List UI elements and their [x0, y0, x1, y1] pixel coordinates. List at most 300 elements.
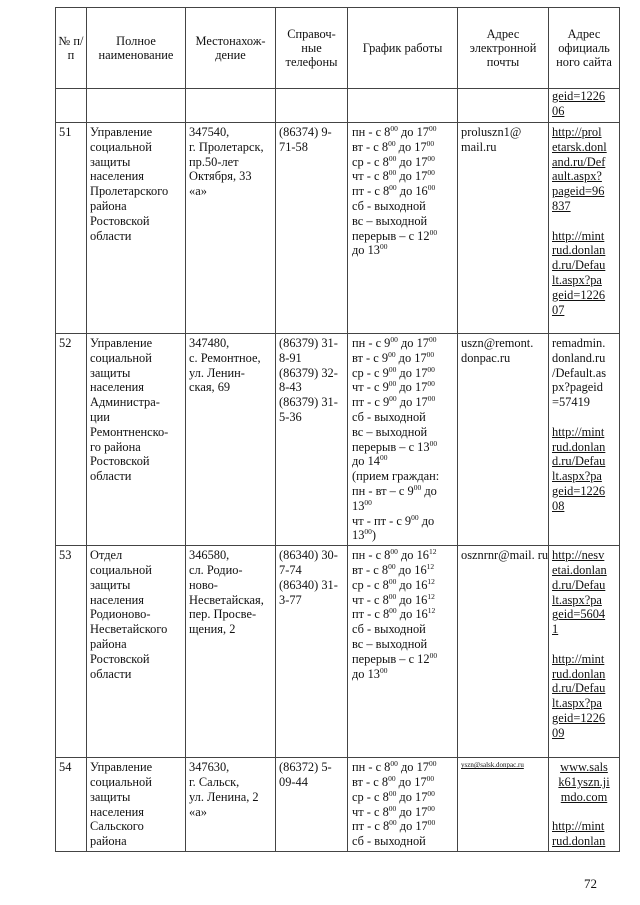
time-minutes: 00 — [390, 335, 398, 344]
time-minutes: 00 — [388, 788, 397, 798]
schedule-text: 13 — [352, 498, 365, 513]
schedule-text: до 17 — [396, 819, 428, 834]
site-link-line[interactable]: lt.aspx?pa — [552, 469, 602, 484]
schedule-line — [352, 366, 454, 381]
org-name — [87, 334, 186, 546]
site-link-line[interactable]: http://nesv — [552, 548, 605, 563]
cell-line: (86340) 30- — [279, 548, 338, 563]
cell-line: населения — [90, 380, 144, 395]
time-minutes: 00 — [380, 453, 388, 463]
row-number: 51 — [56, 123, 87, 334]
schedule-text: до 17 — [396, 365, 428, 380]
time-minutes: 00 — [364, 527, 372, 537]
site-link-line[interactable]: geid=1226 — [552, 710, 606, 725]
cell-line: области — [90, 666, 132, 681]
site-link-line[interactable]: etai.donlan — [552, 562, 607, 577]
continued-row — [56, 89, 620, 123]
header-email: Адрес электронной почты — [458, 8, 549, 89]
cell-line: Пролетарского — [90, 184, 169, 199]
schedule-line — [352, 440, 454, 455]
time-minutes: 00 — [427, 818, 436, 828]
location — [186, 334, 276, 546]
site-link-line[interactable]: lt.aspx?pa — [552, 272, 602, 287]
schedule-text: до 16 — [396, 577, 428, 592]
schedule-text: до 16 — [396, 607, 428, 622]
time-minutes: 00 — [388, 138, 396, 148]
website — [549, 546, 620, 758]
time-minutes: 00 — [427, 183, 436, 193]
schedule-text: сб - выходной — [352, 409, 426, 424]
cell-line: 347480, — [189, 336, 230, 350]
schedule — [348, 758, 458, 852]
time-minutes: 00 — [380, 665, 388, 675]
schedule-text: вт - с 8 — [352, 774, 389, 789]
schedule-text: до — [421, 483, 437, 498]
schedule-text: сб - выходной — [352, 198, 426, 213]
site-link-line[interactable]: rud.donlan — [552, 243, 606, 258]
cell-line: щения, 2 — [189, 622, 236, 637]
schedule-line — [352, 169, 454, 184]
cell-line: г. Сальск, — [189, 774, 240, 789]
cell-line: населения — [90, 804, 144, 819]
schedule-text: пн - с 8 — [352, 548, 391, 563]
schedule-text: перерыв – с 12 — [352, 228, 430, 243]
time-minutes: 00 — [380, 242, 388, 252]
schedule — [348, 123, 458, 334]
site-link-line[interactable]: d.ru/Defau — [552, 258, 606, 273]
cell-line[interactable]: px?pageid — [552, 380, 603, 395]
schedule-text: пн - с 9 — [352, 336, 391, 350]
cell-line: го района — [90, 439, 141, 454]
schedule-text: до 14 — [352, 454, 380, 469]
org-name — [87, 758, 186, 852]
cell-line: 5-36 — [279, 409, 302, 424]
schedule-text: до 17 — [397, 125, 429, 139]
site-link-line[interactable]: 08 — [552, 498, 565, 513]
org-name — [87, 123, 186, 334]
cell-line: Октября, 33 — [189, 169, 252, 184]
site-link-line[interactable]: 09 — [552, 725, 565, 740]
schedule-text: до 17 — [396, 380, 428, 395]
schedule-text: пт - с 8 — [352, 184, 390, 199]
schedule-line — [352, 484, 454, 499]
phones — [276, 758, 348, 852]
cell-line: социальной — [90, 774, 152, 789]
schedule-text: вт - с 8 — [352, 562, 389, 577]
cell-line: 7-74 — [279, 562, 302, 577]
schedule-text: перерыв – с 13 — [352, 439, 430, 454]
cell-line: района — [90, 834, 127, 849]
schedule-line — [352, 140, 454, 155]
cell-line: 8-43 — [279, 380, 302, 395]
email — [458, 123, 549, 334]
time-minutes: 00 — [389, 818, 397, 828]
schedule-text: вт - с 9 — [352, 350, 389, 365]
header-num: № п/п — [56, 8, 87, 89]
table-row — [56, 758, 620, 852]
site-link-line[interactable]: 1 — [552, 622, 559, 637]
schedule-text: до 16 — [397, 548, 429, 563]
site-link-line[interactable]: www.sals — [560, 760, 608, 775]
schedule-line — [352, 351, 454, 366]
schedule-line — [352, 410, 454, 425]
cell-line: Сальского — [90, 819, 144, 834]
location — [186, 758, 276, 852]
schedule-text: чт - с 8 — [352, 592, 389, 607]
schedule-line — [352, 667, 454, 682]
cell-line: пр.50-лет — [189, 154, 239, 169]
schedule-line — [352, 607, 454, 622]
site-link-line[interactable]: mdo.com — [560, 789, 608, 804]
time-minutes: 00 — [427, 394, 436, 404]
time-minutes: 00 — [390, 547, 398, 557]
cell-line: (86379) 32- — [279, 365, 338, 380]
schedule-text: чт - с 9 — [352, 380, 389, 395]
site-link-line[interactable]: http://prol — [552, 125, 602, 139]
time-minutes: 00 — [388, 349, 396, 359]
schedule-line — [352, 380, 454, 395]
cell-line: защиты — [90, 577, 131, 592]
row-number: 53 — [56, 546, 87, 758]
cell-line: ул. Ленин- — [189, 365, 245, 380]
cell-line: (86374) 9- — [279, 125, 332, 139]
time-minutes: 00 — [388, 364, 397, 374]
header-name: Полное наименование — [87, 8, 186, 89]
time-minutes: 00 — [429, 438, 438, 448]
location — [186, 546, 276, 758]
time-minutes: 12 — [427, 591, 435, 601]
cell-line: Администра- — [90, 395, 160, 410]
time-minutes: 00 — [429, 227, 438, 237]
cell-line[interactable]: osznrnr@mail. ru — [461, 548, 549, 563]
cell-line: Ростовской — [90, 213, 150, 228]
cell-line: области — [90, 469, 132, 484]
site-link-line[interactable]: geid=1226 — [552, 483, 606, 498]
time-minutes: 00 — [389, 394, 397, 404]
schedule-text: ср - с 8 — [352, 789, 389, 804]
schedule-text: пн - с 8 — [352, 760, 391, 775]
cell-line: (86372) 5- — [279, 760, 332, 775]
schedule-text: до 16 — [395, 562, 427, 577]
schedule-text: до 17 — [396, 395, 428, 410]
cell-line: района — [90, 636, 127, 651]
table-row — [56, 123, 620, 334]
schedule-text: ) — [371, 528, 377, 543]
time-minutes: 00 — [388, 576, 397, 586]
cell-line: с. Ремонтное, — [189, 350, 261, 365]
schedule-text: чт - с 8 — [352, 169, 389, 184]
schedule-line — [352, 760, 454, 775]
time-minutes: 00 — [413, 482, 422, 492]
schedule-line — [352, 528, 454, 543]
schedule-line — [352, 454, 454, 469]
schedule-line — [352, 775, 454, 790]
cell-line: 347630, — [189, 760, 230, 775]
cell-line[interactable]: uszn@remont. — [461, 336, 534, 350]
schedule-line — [352, 425, 454, 440]
schedule-line — [352, 790, 454, 805]
schedule-text: до 13 — [352, 666, 380, 681]
cell-line[interactable]: donland.ru — [552, 350, 606, 365]
time-minutes: 00 — [427, 379, 435, 389]
site-link-line[interactable]: http://mint — [552, 424, 605, 439]
schedule-line — [352, 184, 454, 199]
cell-line: ул. Ленина, 2 — [189, 789, 259, 804]
schedule-line — [352, 819, 454, 834]
schedule-text: до 17 — [395, 139, 427, 154]
cell-line: ская, 69 — [189, 380, 231, 395]
time-minutes: 12 — [428, 547, 437, 557]
site-link-line[interactable]: 07 — [552, 302, 565, 317]
cell-line: ции — [90, 409, 110, 424]
schedule-line — [352, 499, 454, 514]
cell-line[interactable]: /Default.as — [552, 365, 607, 380]
cell-line: области — [90, 228, 132, 243]
schedule-text: вс – выходной — [352, 213, 428, 228]
schedule-line — [352, 637, 454, 652]
table-row — [56, 546, 620, 758]
schedule-line — [352, 563, 454, 578]
schedule-text: ср - с 8 — [352, 154, 389, 169]
time-minutes: 00 — [428, 335, 437, 344]
schedule-text: пт - с 9 — [352, 395, 390, 410]
site-link-line[interactable]: 837 — [552, 198, 571, 213]
site-link-line[interactable]: http://mint — [552, 819, 605, 834]
time-minutes: 00 — [429, 650, 438, 660]
schedule-text: до 17 — [396, 789, 428, 804]
time-minutes: 00 — [388, 379, 397, 389]
cell-line: защиты — [90, 154, 131, 169]
time-minutes: 00 — [388, 153, 397, 163]
cell-line: 347540, — [189, 125, 230, 139]
site-link-line[interactable]: rud.donlan — [552, 439, 606, 454]
schedule-text: до 16 — [396, 184, 428, 199]
schedule-line — [352, 652, 454, 667]
time-minutes: 00 — [426, 349, 435, 359]
schedule — [348, 546, 458, 758]
schedule-line — [352, 229, 454, 244]
cell-line: Родионово- — [90, 607, 151, 622]
time-minutes: 00 — [427, 153, 435, 163]
time-minutes: 00 — [427, 168, 435, 178]
schedule-line — [352, 155, 454, 170]
site-link-line[interactable]: geid=5604 — [552, 607, 606, 622]
schedule-text: чт - с 8 — [352, 804, 389, 819]
email — [458, 546, 549, 758]
schedule-text: вт - с 8 — [352, 139, 389, 154]
cell-line: (86340) 31- — [279, 577, 338, 592]
site-link-line[interactable]: ault.aspx? — [552, 169, 602, 184]
schedule-text: пт - с 8 — [352, 819, 390, 834]
schedule-text: сб - выходной — [352, 834, 426, 849]
site-link-line[interactable]: http://mint — [552, 651, 605, 666]
schedule-text: вс – выходной — [352, 636, 428, 651]
directory-table — [55, 7, 620, 852]
schedule-text: до 17 — [397, 760, 429, 775]
location — [186, 123, 276, 334]
email — [458, 758, 549, 852]
time-minutes: 00 — [388, 803, 397, 813]
schedule-text: до 16 — [396, 592, 428, 607]
cell-line: сл. Родио- — [189, 562, 243, 577]
time-minutes: 00 — [388, 561, 396, 571]
time-minutes: 12 — [427, 576, 435, 586]
cell-line: Управление — [90, 125, 153, 139]
cell-line: Ростовской — [90, 454, 150, 469]
schedule-text: пн - с 8 — [352, 125, 391, 139]
cell-line: 8-91 — [279, 350, 302, 365]
header-schedule: График работы — [348, 8, 458, 89]
page-number: 72 — [584, 876, 597, 891]
site-link-line[interactable]: etarsk.donl — [552, 139, 607, 154]
cell-line: Управление — [90, 760, 153, 775]
site-link-line[interactable]: lt.aspx?pa — [552, 592, 602, 607]
time-minutes: 00 — [389, 606, 397, 616]
cell-line: Несветайского — [90, 622, 168, 637]
site-link-line[interactable]: geid=1226 — [552, 287, 606, 302]
table-row — [56, 334, 620, 546]
header-phones: Справоч-ные телефоны — [276, 8, 348, 89]
schedule-text: до 17 — [395, 774, 427, 789]
time-minutes: 12 — [426, 561, 435, 571]
cell-line: г. Пролетарск, — [189, 139, 264, 154]
cell-line: 09-44 — [279, 774, 308, 789]
schedule-line — [352, 548, 454, 563]
cell-line: Ремонтненско- — [90, 424, 169, 439]
site-link-line[interactable]: lt.aspx?pa — [552, 696, 602, 711]
time-minutes: 00 — [427, 364, 435, 374]
header-location: Местонахож-дение — [186, 8, 276, 89]
header-site: Адрес официаль ного сайта — [549, 8, 620, 89]
time-minutes: 00 — [364, 497, 372, 507]
site-link-line[interactable]: geid=1226 — [552, 89, 606, 103]
cell-line: Управление — [90, 336, 153, 350]
cell-line: района — [90, 198, 127, 213]
site-link-line[interactable]: http://mint — [552, 228, 605, 243]
cell-line: населения — [90, 592, 144, 607]
schedule-text: до 17 — [395, 350, 427, 365]
time-minutes: 00 — [427, 788, 435, 798]
org-name — [87, 546, 186, 758]
website — [549, 334, 620, 546]
cell-line[interactable]: =57419 — [552, 395, 590, 410]
time-minutes: 00 — [426, 773, 435, 783]
cell-line[interactable]: donpac.ru — [461, 350, 511, 365]
website — [549, 758, 620, 852]
site-link-line[interactable]: rud.donlan — [552, 666, 606, 681]
schedule-text: чт - пт - с 9 — [352, 513, 412, 528]
time-minutes: 00 — [411, 512, 419, 522]
time-minutes: 12 — [427, 606, 436, 616]
schedule-line — [352, 336, 454, 351]
schedule-line — [352, 834, 454, 849]
schedule-text: до 17 — [396, 169, 428, 184]
schedule-line — [352, 578, 454, 593]
time-minutes: 00 — [388, 591, 397, 601]
site-link-line[interactable]: pageid=96 — [552, 184, 605, 199]
time-minutes: 00 — [388, 773, 396, 783]
phones — [276, 334, 348, 546]
site-link-line[interactable]: d.ru/Defau — [552, 681, 606, 696]
cell-line: Несветайская, — [189, 592, 264, 607]
time-minutes: 00 — [389, 183, 397, 193]
schedule-text: 13 — [352, 528, 365, 543]
time-minutes: 00 — [428, 759, 437, 769]
cell-line: (86379) 31- — [279, 336, 338, 350]
row-number: 52 — [56, 334, 87, 546]
phones — [276, 546, 348, 758]
schedule-line — [352, 593, 454, 608]
phones — [276, 123, 348, 334]
schedule-text: до 13 — [352, 243, 380, 258]
schedule — [348, 334, 458, 546]
schedule-text: до — [418, 513, 435, 528]
cell-line: 346580, — [189, 548, 230, 563]
time-minutes: 00 — [388, 168, 397, 178]
schedule-text: сб - выходной — [352, 622, 426, 637]
site-link-line[interactable]: d.ru/Defau — [552, 454, 606, 469]
schedule-line — [352, 395, 454, 410]
email — [458, 334, 549, 546]
cell-line[interactable]: remadmin. — [552, 336, 606, 350]
cell-line: «а» — [189, 184, 207, 199]
cell-line: 71-58 — [279, 139, 308, 154]
cell-line: «а» — [189, 804, 207, 819]
time-minutes: 00 — [427, 803, 435, 813]
schedule-line — [352, 805, 454, 820]
site-link-line[interactable]: 06 — [552, 103, 565, 118]
cell-line: социальной — [90, 350, 152, 365]
schedule-text: (прием граждан: — [352, 469, 440, 484]
cell-line[interactable]: proluszn1@ — [461, 125, 522, 139]
cell-line: защиты — [90, 365, 131, 380]
website — [549, 123, 620, 334]
schedule-line — [352, 243, 454, 258]
site-link-line[interactable]: d.ru/Defau — [552, 577, 606, 592]
schedule-text: ср - с 8 — [352, 577, 389, 592]
row-number: 54 — [56, 758, 87, 852]
site-link-line[interactable]: k61yszn.ji — [558, 774, 610, 789]
cell-line: защиты — [90, 789, 131, 804]
cell-line: социальной — [90, 562, 152, 577]
schedule-line — [352, 199, 454, 214]
schedule-text: пт - с 8 — [352, 607, 390, 622]
schedule-line — [352, 514, 454, 529]
cell-line: 3-77 — [279, 592, 302, 607]
site-link-line[interactable]: and.ru/Def — [552, 154, 606, 169]
cell-line[interactable]: mail.ru — [461, 139, 497, 154]
schedule-line — [352, 125, 454, 140]
schedule-text: вс – выходной — [352, 424, 428, 439]
cell-line: населения — [90, 169, 144, 184]
schedule-line — [352, 622, 454, 637]
cell-line[interactable]: yszn@salsk.donpac.ru — [461, 761, 524, 770]
schedule-line — [352, 214, 454, 229]
schedule-text: до 17 — [397, 336, 429, 350]
schedule-text: пн - вт – с 9 — [352, 483, 414, 498]
cell-line: ново- — [189, 577, 218, 592]
schedule-text: до 17 — [396, 804, 428, 819]
schedule-text: до 17 — [396, 154, 428, 169]
cell-line: (86379) 31- — [279, 395, 338, 410]
header-row — [56, 8, 620, 89]
cell-line: пер. Просве- — [189, 607, 257, 622]
cell-line: Отдел — [90, 548, 123, 563]
site-link-line[interactable]: rud.donlan — [552, 834, 606, 849]
time-minutes: 00 — [390, 759, 398, 769]
schedule-line — [352, 469, 454, 484]
time-minutes: 00 — [428, 124, 437, 133]
